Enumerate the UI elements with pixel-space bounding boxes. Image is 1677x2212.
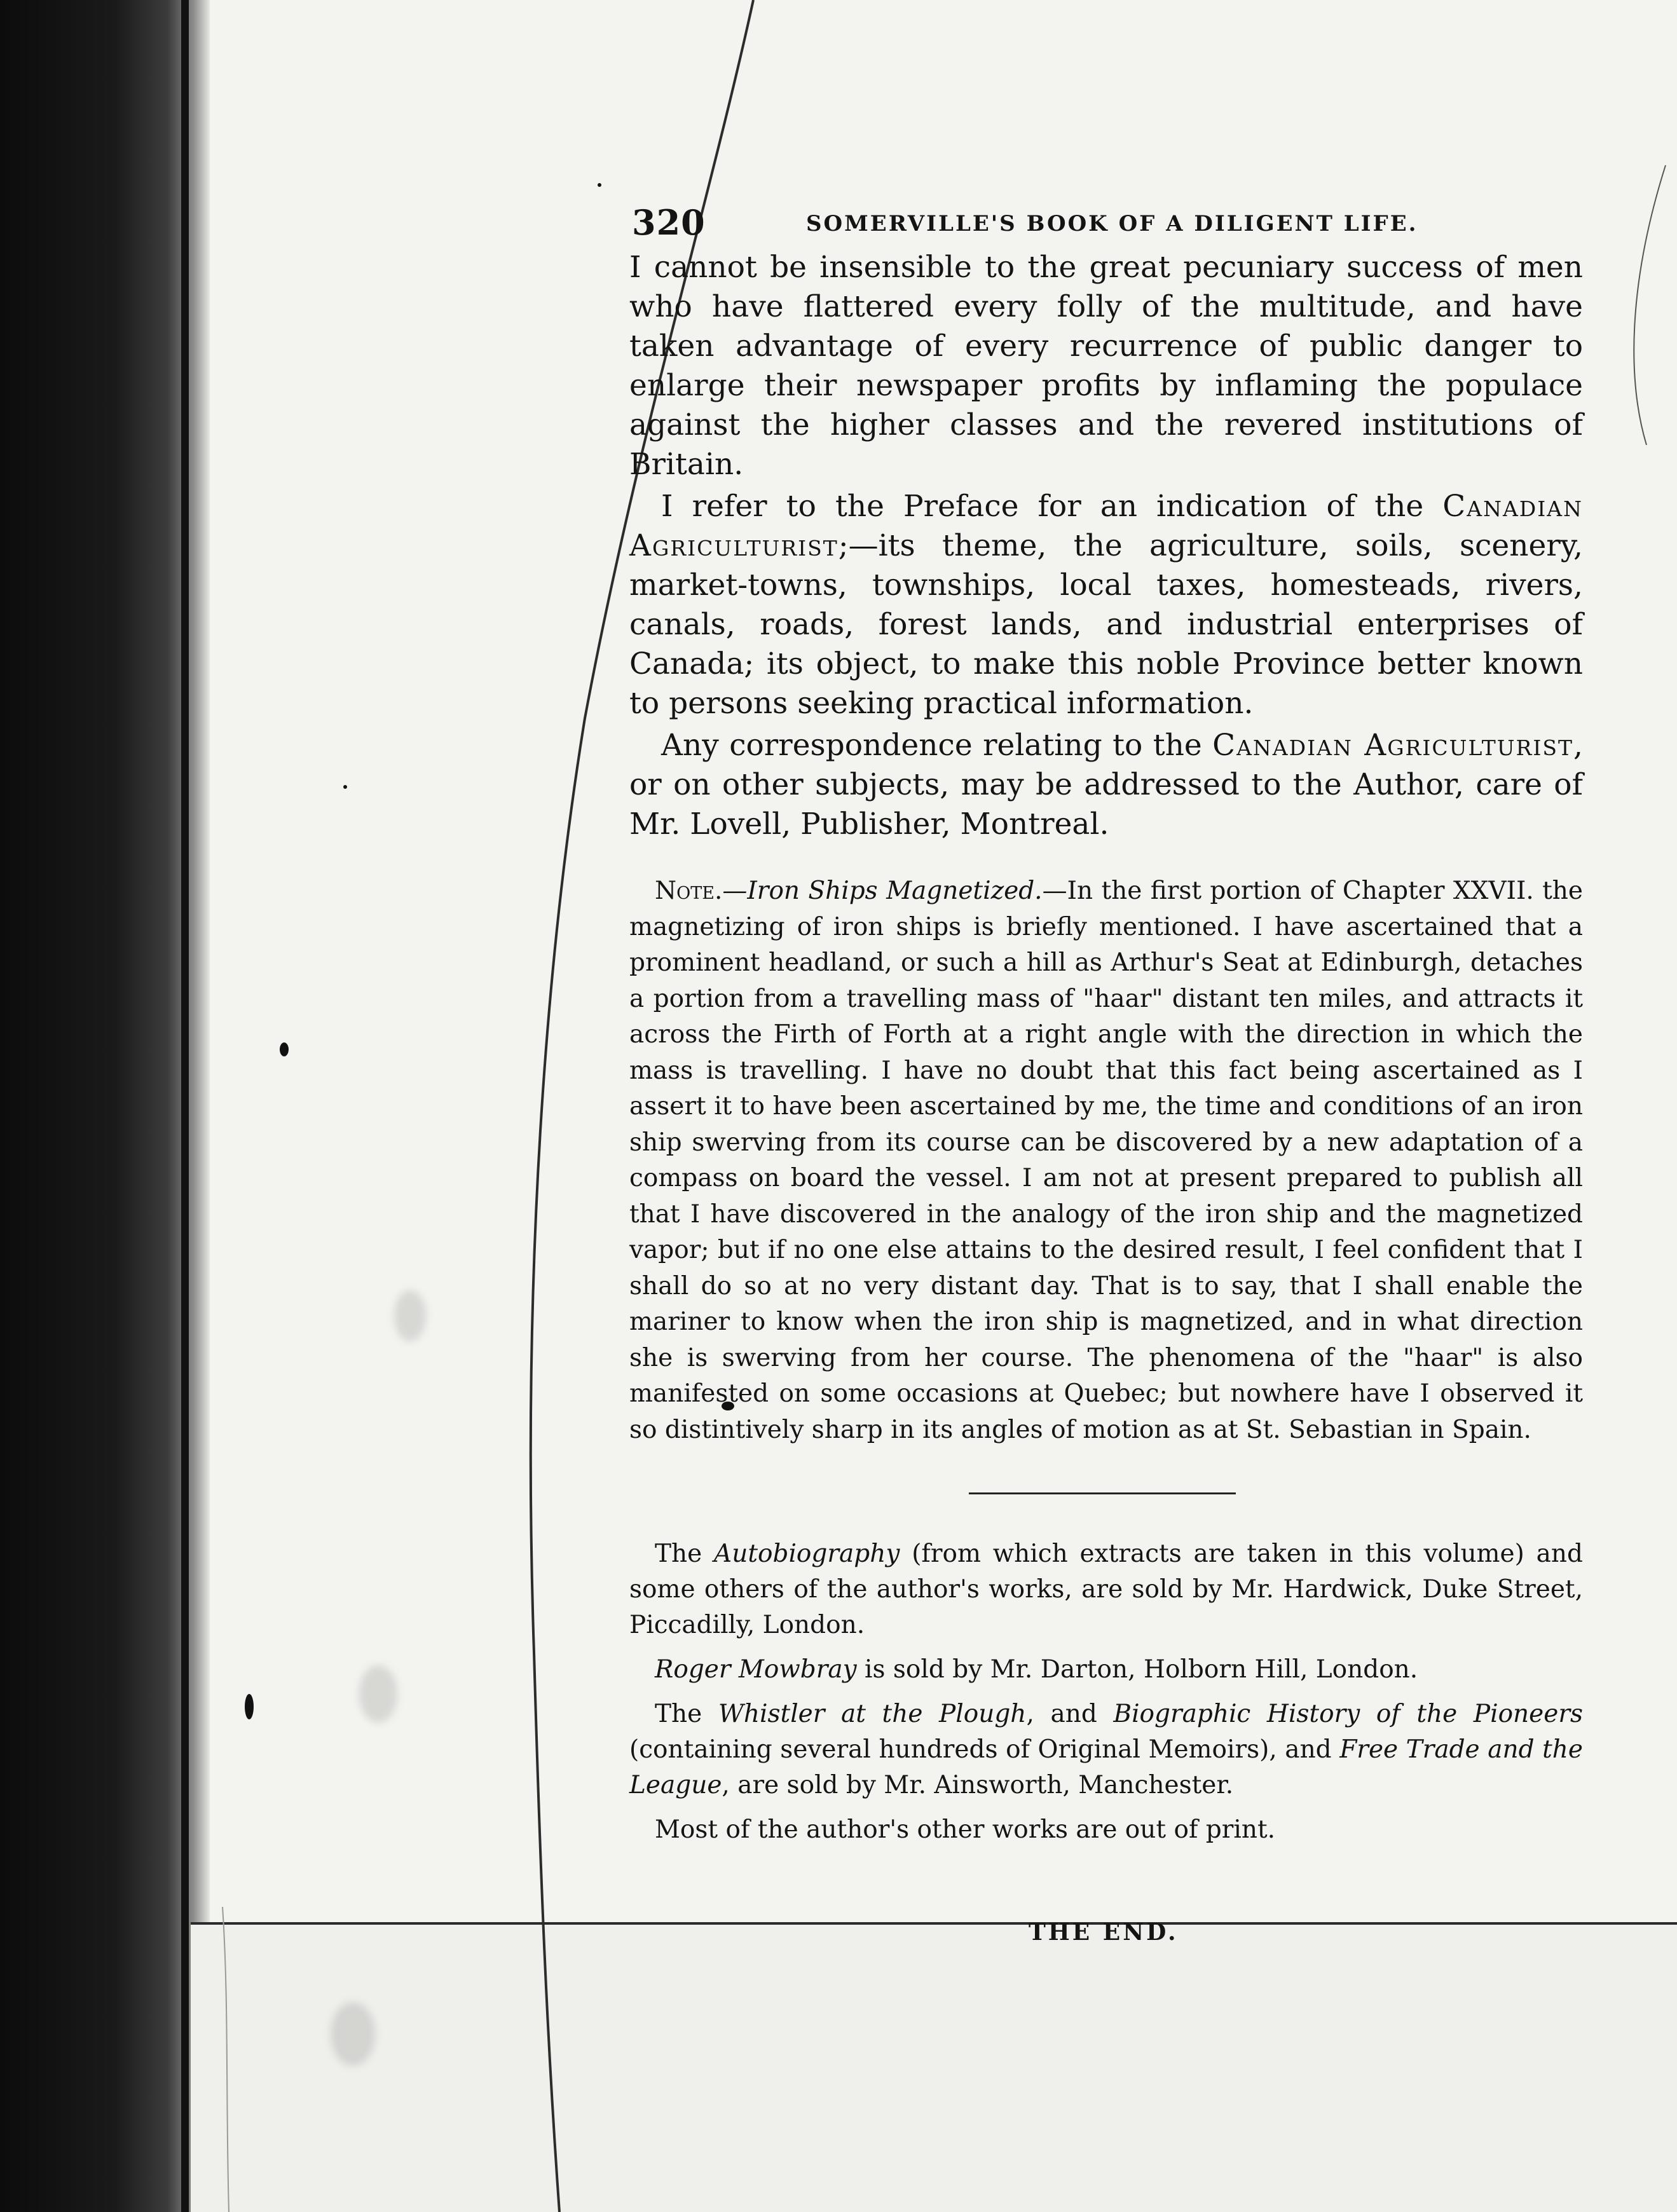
running-head xyxy=(629,191,1583,248)
text-run: is sold by Mr. Darton, Holborn Hill, London. xyxy=(856,1655,1418,1684)
note-title: —Iron Ships Magnetized. xyxy=(722,877,1043,905)
text-run: The xyxy=(655,1700,718,1728)
notice-out-of-print: Most of the author's other works are out of print. xyxy=(655,1815,1276,1844)
ink-speck xyxy=(598,183,601,187)
text-run: (containing several hundreds of Original Memoirs), and xyxy=(629,1735,1340,1764)
text-run: I refer to the Preface for an indication of the xyxy=(661,489,1443,524)
ink-speck xyxy=(245,1694,254,1719)
smudge xyxy=(394,1290,426,1341)
text-run: (from which extracts are taken in this volume) and some others of the author's works, are sold by Mr. Hardwick, Duke Street, Piccadilly, London. xyxy=(629,1540,1583,1639)
note-text: —In the first portion of Chapter XXVII. the magnetizing of iron ships is briefly mentioned. I have ascertained that a prominent headland, or such a hill as Arthur's Seat at Edinburgh, detaches a portion from a travelling mass of "haar" distant ten miles, and attracts it across the Firth of Forth at a right angle with the direction in which the mass is travelling. I have no doubt that this fact being ascertained as I assert it to have been ascertained by me, the time and conditions of an iron ship swerving from its course can be discovered by a new adaptation of a compass on board the vessel. I am not at present prepared to publish all that I have discovered in the analogy of the iron ship and the magnetized vapor; but if no one else attains to the desired result, I feel confident that I shall do so at no very distant day. That is to say, that I shall enable the mariner to know when the iron ship is magnetized, and in what direction she is swerving from her course. The phenomena of the "haar" is also manifested on some occasions at Quebec; but nowhere have I observed it so distintively sharp in its angles of motion as at St. Sebastian in Spain. xyxy=(629,877,1583,1444)
book-title: Whistler at the Plough xyxy=(718,1700,1027,1728)
the-end: THE END. xyxy=(1029,1919,1179,1946)
running-title: SOMERVILLE'S BOOK OF A DILIGENT LIFE. xyxy=(806,211,1418,236)
page-number: 320 xyxy=(632,202,706,243)
text-run: The xyxy=(655,1540,715,1568)
paragraph-success: I cannot be insensible to the great pecuniary success of men who have flattered every folly of the multitude, and have taken advantage of every recurrence of public danger to enlarge their newspaper profits by inflaming the populace against the higher classes and the revered institutions of Britain. xyxy=(629,250,1583,482)
section-separator xyxy=(969,1492,1236,1494)
book-title: Free Trade and the League xyxy=(629,1735,1583,1799)
text-run: , are sold by Mr. Ainsworth, Manchester. xyxy=(722,1771,1234,1799)
notice-autobiography xyxy=(629,1536,1583,1643)
smudge xyxy=(331,2002,375,2066)
notice-whistler xyxy=(629,1697,1583,1803)
book-title: Autobiography xyxy=(714,1540,900,1568)
note-label: Note. xyxy=(655,877,723,905)
text-run: Any correspondence relating to the xyxy=(661,728,1213,763)
text-run: , or on other subjects, may be addressed to the Author, care of Mr. Lovell, Publisher, Montreal. xyxy=(629,728,1583,842)
smudge xyxy=(359,1665,397,1723)
paragraph-preface xyxy=(629,487,1583,723)
ink-speck xyxy=(280,1042,289,1056)
book-title: Roger Mowbray xyxy=(655,1655,857,1684)
paragraph-correspondence xyxy=(629,726,1583,844)
book-title: Biographic History of the Pioneers xyxy=(1113,1700,1583,1728)
canadian-agriculturist-title: Canadian Agriculturist xyxy=(1212,728,1574,763)
notice-roger-mowbray xyxy=(629,1652,1583,1688)
canadian-agriculturist-title: Canadian Agriculturist xyxy=(629,489,1583,563)
text-run: ;—its theme, the agriculture, soils, scenery, market-towns, townships, local taxes, homesteads, rivers, canals, roads, forest lands, and industrial enterprises of Canada; its object, to make this noble Province better known to persons seeking practical information. xyxy=(629,528,1583,721)
book-page xyxy=(629,191,1583,1946)
note-iron-ships xyxy=(629,873,1583,1448)
ink-speck xyxy=(343,785,347,789)
text-run: , and xyxy=(1026,1700,1114,1728)
